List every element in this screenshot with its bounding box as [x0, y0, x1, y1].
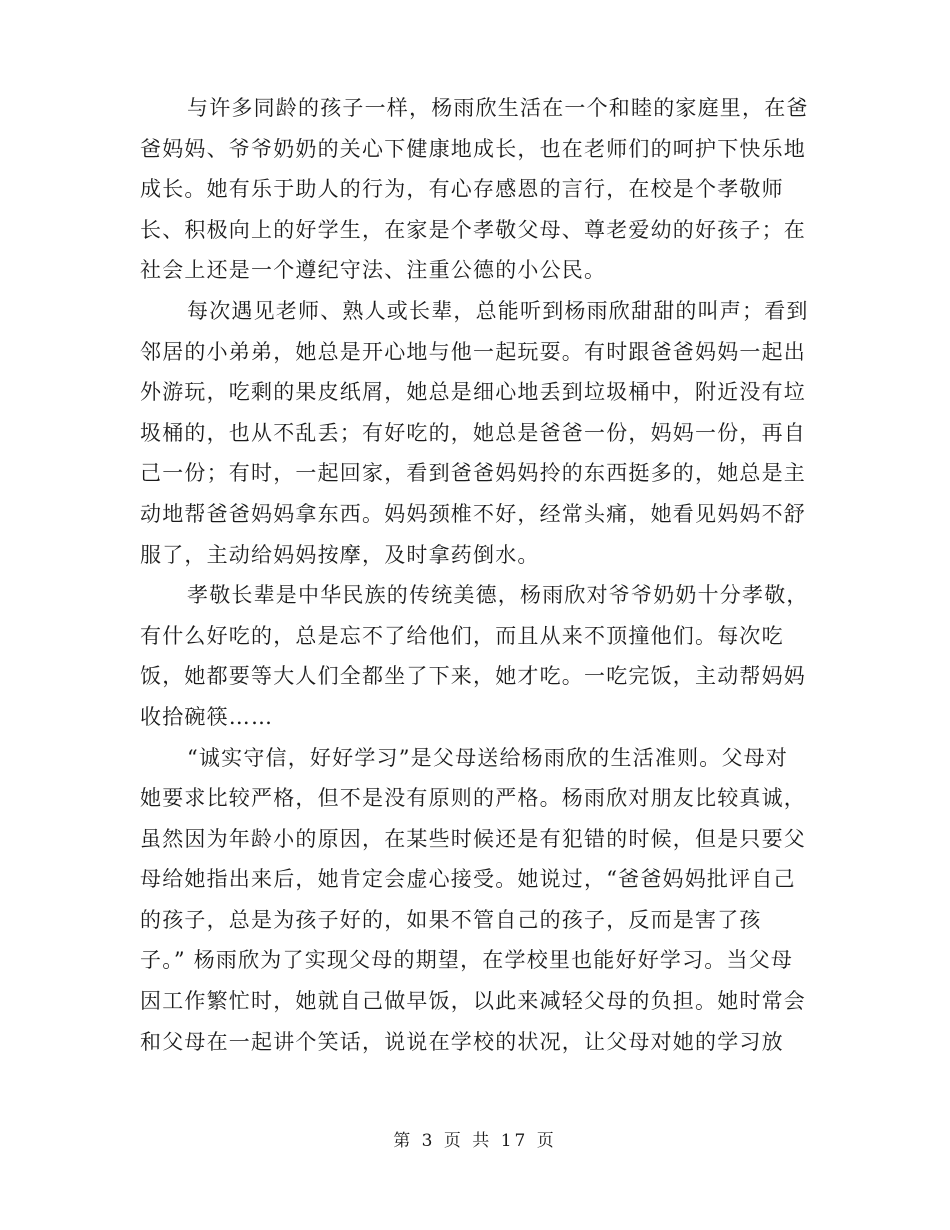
text-line: 因工作繁忙时，她就自己做早饭，以此来减轻父母的负担。她时常会	[140, 989, 806, 1014]
text-line: 与许多同龄的孩子一样，杨雨欣生活在一个和睦的家庭里，在爸	[187, 96, 809, 120]
text-line: 社会上还是一个遵纪守法、注重公德的小公民。	[140, 258, 607, 283]
text-line: 爸妈妈、爷爷奶奶的关心下健康地成长，也在老师们的呵护下快乐地	[140, 136, 806, 161]
text-line: 母给她指出来后，她肯定会虚心接受。她说过，“爸爸妈妈批评自己	[140, 867, 796, 892]
text-line: 动地帮爸爸妈妈拿东西。妈妈颈椎不好，经常头痛，她看见妈妈不舒	[140, 501, 806, 526]
text-line: 孝敬长辈是中华民族的传统美德，杨雨欣对爷爷奶奶十分孝敬，	[187, 583, 809, 608]
text-line: 子。” 杨雨欣为了实现父母的期望，在学校里也能好好学习。当父母	[140, 948, 794, 973]
text-line: 饭，她都要等大人们全都坐了下来，她才吃。一吃完饭，主动帮妈妈	[140, 664, 806, 689]
text-line: 圾桶的，也从不乱丢；有好吃的，她总是爸爸一份，妈妈一份，再自	[140, 420, 806, 445]
text-line: 的孩子，总是为孩子好的，如果不管自己的孩子，反而是害了孩	[140, 907, 762, 932]
text-line: 外游玩，吃剩的果皮纸屑，她总是细心地丢到垃圾桶中，附近没有垃	[140, 380, 806, 405]
document-body	[140, 88, 809, 1062]
text-line: 服了，主动给妈妈按摩，及时拿药倒水。	[140, 542, 540, 567]
text-line: 和父母在一起讲个笑话，说说在学校的状况，让父母对她的学习放	[140, 1029, 784, 1054]
page-number-footer: 第 3 页 共 17 页	[393, 1131, 557, 1151]
text-line: 每次遇见老师、熟人或长辈，总能听到杨雨欣甜甜的叫声；看到	[187, 298, 809, 323]
text-line: 己一份；有时，一起回家，看到爸爸妈妈拎的东西挺多的，她总是主	[140, 461, 806, 486]
text-line: 有什么好吃的，总是忘不了给他们，而且从来不顶撞他们。每次吃	[140, 623, 784, 648]
text-line: 长、积极向上的好学生，在家是个孝敬父母、尊老爱幼的好孩子；在	[140, 217, 806, 242]
text-line: 邻居的小弟弟，她总是开心地与他一起玩耍。有时跟爸爸妈妈一起出	[140, 339, 806, 364]
text-line: 她要求比较严格，但不是没有原则的严格。杨雨欣对朋友比较真诚，	[140, 786, 806, 811]
text-line: 成长。她有乐于助人的行为，有心存感恩的言行，在校是个孝敬师	[140, 177, 784, 202]
text-line: 虽然因为年龄小的原因，在某些时候还是有犯错的时候，但是只要父	[140, 826, 806, 851]
text-line: 收拾碗筷……	[140, 704, 274, 729]
text-line: “诚实守信，好好学习”是父母送给杨雨欣的生活准则。父母对	[187, 745, 789, 770]
